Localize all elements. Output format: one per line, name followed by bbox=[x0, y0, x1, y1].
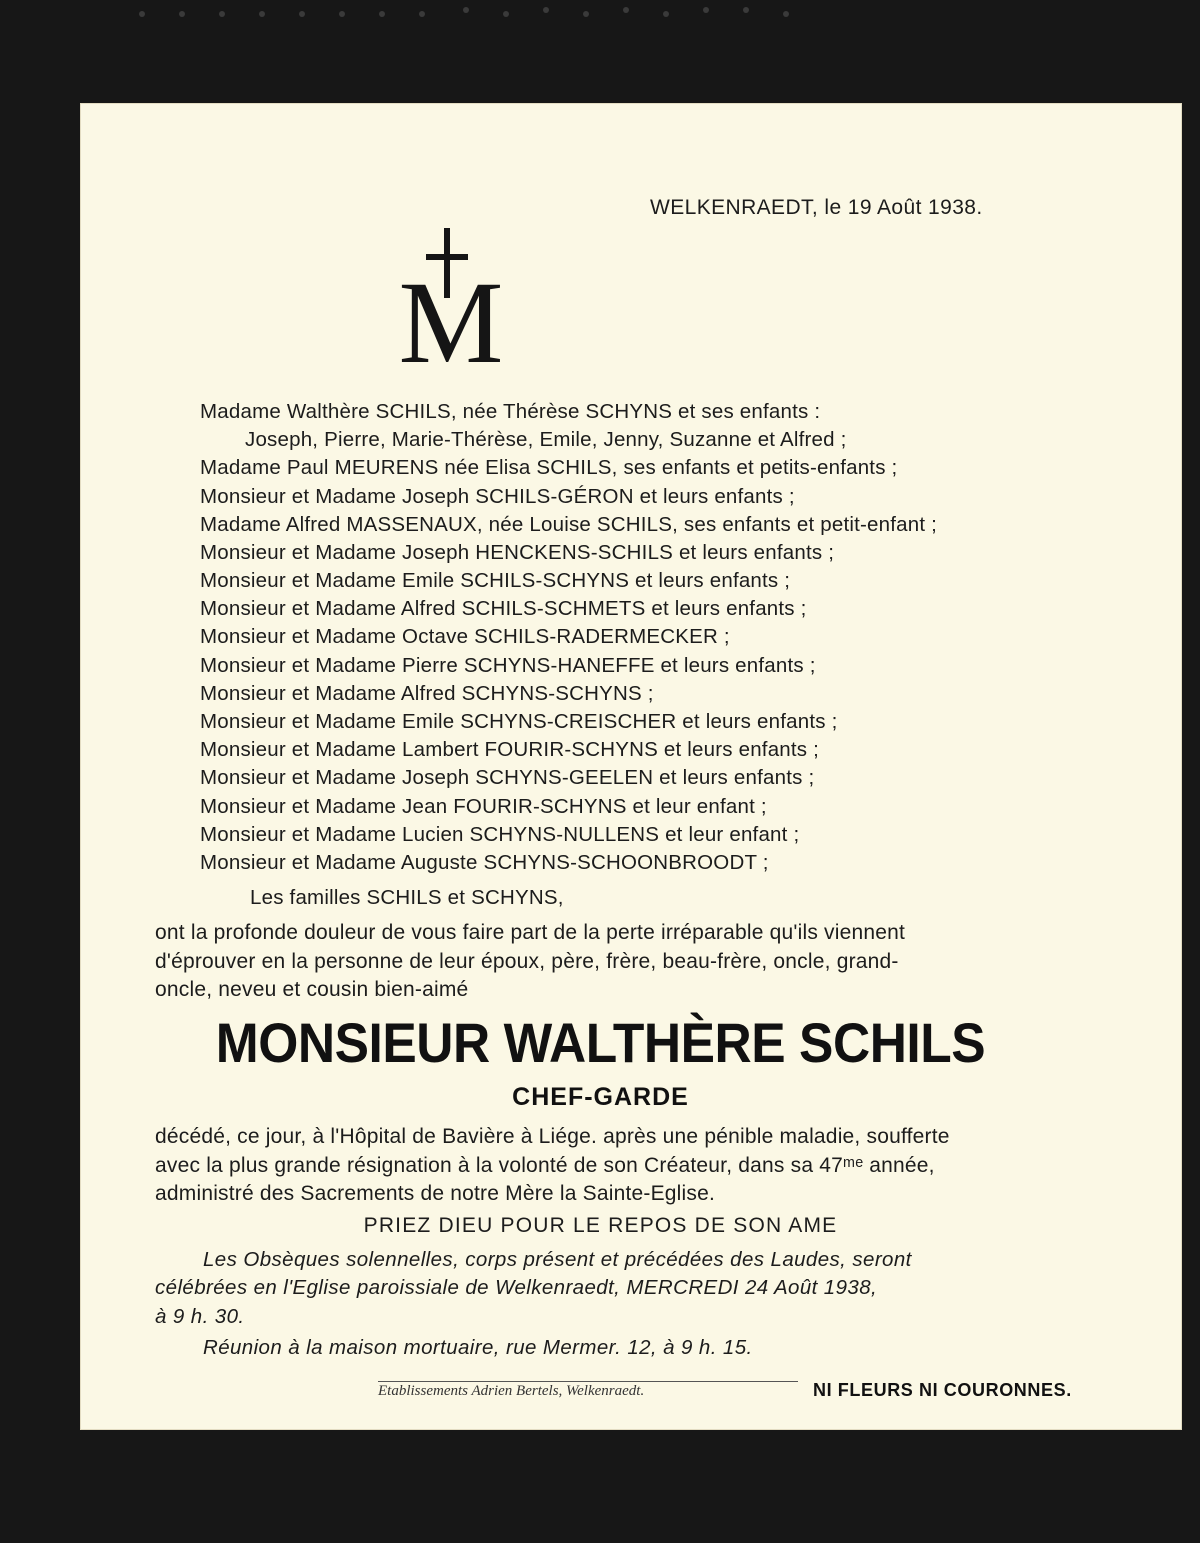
family-line: Madame Paul MEURENS née Elisa SCHILS, ses enfants et petits-enfants ; bbox=[200, 456, 898, 479]
funeral-line: à 9 h. 30. bbox=[155, 1305, 245, 1328]
family-line: Monsieur et Madame Emile SCHYNS-CREISCHER et leurs enfants ; bbox=[200, 710, 838, 733]
monogram-letter: M bbox=[398, 257, 504, 368]
printer-credit: Etablissements Adrien Bertels, Welkenraedt. bbox=[378, 1381, 798, 1399]
family-line: Monsieur et Madame Lucien SCHYNS-NULLENS et leur enfant ; bbox=[200, 823, 800, 846]
album-border-dots bbox=[0, 0, 1200, 30]
funeral-line: Les Obsèques solennelles, corps présent et précédées des Laudes, seront bbox=[203, 1248, 912, 1271]
cross-monogram-icon bbox=[388, 228, 514, 368]
deceased-title: CHEF-GARDE bbox=[512, 1083, 689, 1111]
meeting-line: Réunion à la maison mortuaire, rue Mermer. 12, à 9 h. 15. bbox=[203, 1336, 753, 1359]
family-line: Monsieur et Madame Lambert FOURIR-SCHYNS et leurs enfants ; bbox=[200, 738, 820, 761]
family-line: Joseph, Pierre, Marie-Thérèse, Emile, Jenny, Suzanne et Alfred ; bbox=[245, 428, 847, 451]
death-line: avec la plus grande résignation à la volonté de son Créateur, dans sa 47ᵐᵉ année, bbox=[155, 1154, 935, 1177]
family-line: Monsieur et Madame Joseph HENCKENS-SCHILS et leurs enfants ; bbox=[200, 541, 835, 564]
family-line: Madame Alfred MASSENAUX, née Louise SCHILS, ses enfants et petit-enfant ; bbox=[200, 513, 938, 536]
families-line: Les familles SCHILS et SCHYNS, bbox=[250, 886, 564, 909]
funeral-line: célébrées en l'Eglise paroissiale de Welkenraedt, MERCREDI 24 Août 1938, bbox=[155, 1276, 878, 1299]
family-line: Monsieur et Madame Pierre SCHYNS-HANEFFE et leurs enfants ; bbox=[200, 654, 816, 677]
place-date: WELKENRAEDT, le 19 Août 1938. bbox=[650, 196, 983, 219]
announcement-line: d'éprouver en la personne de leur époux, père, frère, beau-frère, oncle, grand- bbox=[155, 950, 899, 973]
family-line: Madame Walthère SCHILS, née Thérèse SCHYNS et ses enfants : bbox=[200, 400, 821, 423]
family-line: Monsieur et Madame Emile SCHILS-SCHYNS et leurs enfants ; bbox=[200, 569, 791, 592]
family-line: Monsieur et Madame Jean FOURIR-SCHYNS et leur enfant ; bbox=[200, 795, 767, 818]
family-line: Monsieur et Madame Auguste SCHYNS-SCHOONBROODT ; bbox=[200, 851, 769, 874]
family-line: Monsieur et Madame Octave SCHILS-RADERMECKER ; bbox=[200, 625, 730, 648]
deceased-name: MONSIEUR WALTHÈRE SCHILS bbox=[215, 1011, 986, 1074]
family-line: Monsieur et Madame Joseph SCHILS-GÉRON et leurs enfants ; bbox=[200, 485, 795, 508]
family-line: Monsieur et Madame Alfred SCHILS-SCHMETS et leurs enfants ; bbox=[200, 597, 807, 620]
family-line: Monsieur et Madame Joseph SCHYNS-GEELEN et leurs enfants ; bbox=[200, 766, 815, 789]
no-flowers-note: NI FLEURS NI COURONNES. bbox=[813, 1380, 1072, 1400]
death-line: décédé, ce jour, à l'Hôpital de Bavière à Liége. après une pénible maladie, soufferte bbox=[155, 1125, 950, 1148]
death-line: administré des Sacrements de notre Mère la Sainte-Eglise. bbox=[155, 1182, 715, 1205]
announcement-line: oncle, neveu et cousin bien-aimé bbox=[155, 978, 469, 1001]
prayer-line: PRIEZ DIEU POUR LE REPOS DE SON AME bbox=[363, 1214, 838, 1237]
announcement-line: ont la profonde douleur de vous faire part de la perte irréparable qu'ils viennent bbox=[155, 921, 906, 944]
family-line: Monsieur et Madame Alfred SCHYNS-SCHYNS ; bbox=[200, 682, 654, 705]
